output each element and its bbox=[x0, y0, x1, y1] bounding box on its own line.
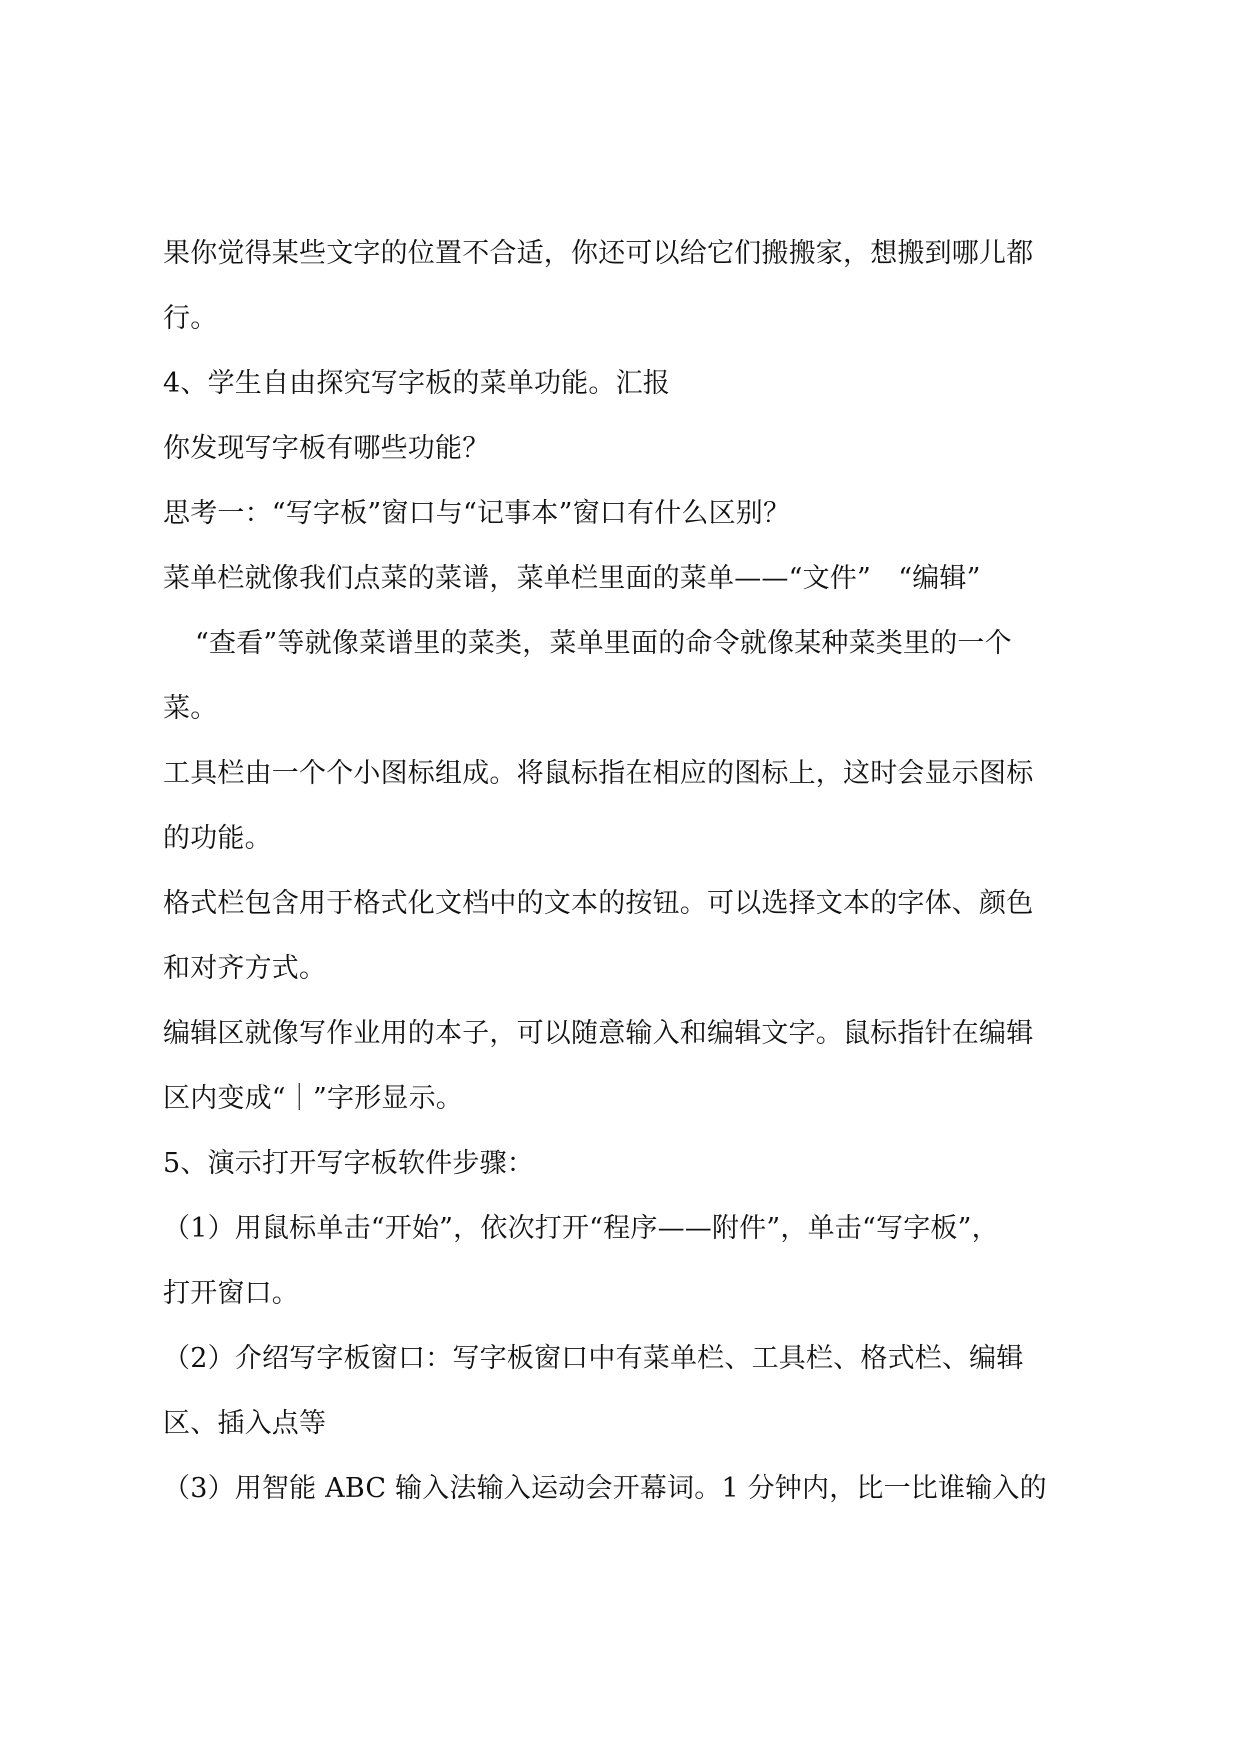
text-line: 编辑区就像写作业用的本子，可以随意输入和编辑文字。鼠标指针在编辑 bbox=[163, 1018, 1034, 1049]
text-line: 你发现写字板有哪些功能？ bbox=[163, 433, 490, 464]
text-line: “查看”等就像菜谱里的菜类，菜单里面的命令就像某种菜类里的一个 bbox=[195, 628, 1012, 659]
text-line: 4、学生自由探究写字板的菜单功能。汇报 bbox=[163, 368, 670, 399]
text-line: 工具栏由一个个小图标组成。将鼠标指在相应的图标上，这时会显示图标 bbox=[163, 758, 1034, 789]
text-line: 的功能。 bbox=[163, 823, 272, 854]
text-line: 打开窗口。 bbox=[163, 1278, 299, 1309]
text-line: 5、演示打开写字板软件步骤： bbox=[163, 1148, 534, 1179]
text-line: 果你觉得某些文字的位置不合适，你还可以给它们搬搬家，想搬到哪儿都 bbox=[163, 238, 1034, 269]
text-line: 区内变成“｜”字形显示。 bbox=[163, 1083, 464, 1114]
text-line: 行。 bbox=[163, 303, 218, 334]
document-body bbox=[163, 229, 1093, 1529]
text-line: （1）用鼠标单击“开始”，依次打开“程序——附件”，单击“写字板”， bbox=[163, 1213, 999, 1244]
text-line: 菜。 bbox=[163, 693, 218, 724]
text-line: 格式栏包含用于格式化文档中的文本的按钮。可以选择文本的字体、颜色 bbox=[163, 888, 1034, 919]
text-line: 菜单栏就像我们点菜的菜谱，菜单栏里面的菜单——“文件” “编辑” bbox=[163, 563, 981, 594]
text-line: 区、插入点等 bbox=[163, 1408, 327, 1439]
text-line: （3）用智能 ABC 输入法输入运动会开幕词。1 分钟内，比一比谁输入的 bbox=[163, 1473, 1047, 1504]
text-line: 和对齐方式。 bbox=[163, 953, 327, 984]
text-line: 思考一：“写字板”窗口与“记事本”窗口有什么区别？ bbox=[163, 498, 791, 529]
text-line: （2）介绍写字板窗口：写字板窗口中有菜单栏、工具栏、格式栏、编辑 bbox=[163, 1343, 1024, 1374]
